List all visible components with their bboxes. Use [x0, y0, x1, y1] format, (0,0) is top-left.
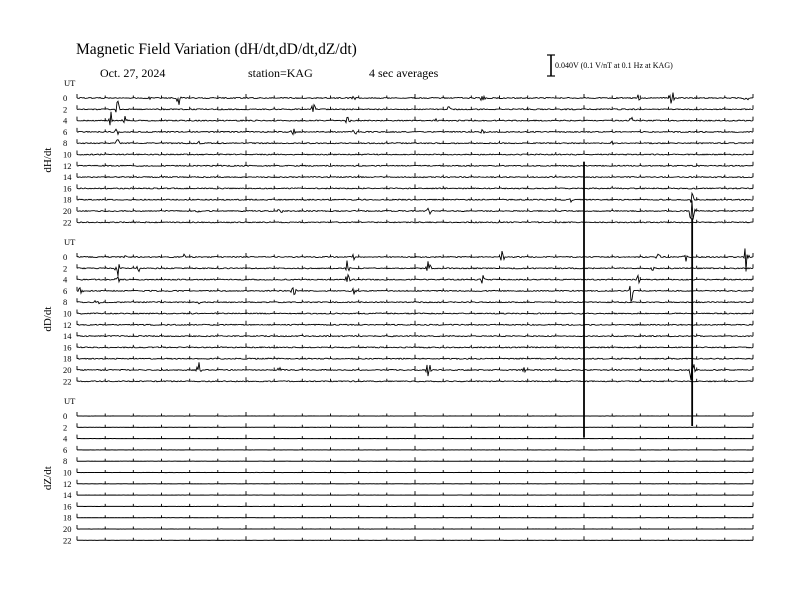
- hour-ticks: [77, 469, 753, 473]
- hour-tick-label: 22: [63, 217, 72, 228]
- hour-ticks: [77, 435, 753, 439]
- ut-label: UT: [64, 78, 76, 88]
- panel: [42, 78, 753, 227]
- hour-ticks: [77, 298, 753, 302]
- hour-tick-label: 10: [63, 308, 72, 319]
- hour-tick-label: 14: [63, 331, 72, 342]
- station-label: station=KAG: [248, 66, 313, 80]
- panel: [42, 396, 753, 545]
- hour-tick-label: 16: [63, 342, 72, 353]
- hour-ticks: [77, 423, 753, 427]
- hour-ticks: [77, 310, 753, 314]
- hour-tick-label: 20: [63, 365, 72, 375]
- ut-label: UT: [64, 396, 76, 406]
- hour-ticks: [77, 525, 753, 529]
- panel-label: dD/dt: [42, 306, 54, 332]
- hour-ticks: [77, 514, 753, 518]
- date-label: Oct. 27, 2024: [100, 66, 166, 80]
- hour-tick-label: 8: [63, 297, 68, 308]
- hour-ticks: [77, 162, 753, 166]
- hour-ticks: [77, 536, 753, 540]
- hour-ticks: [77, 117, 753, 121]
- hour-tick-label: 2: [63, 422, 68, 433]
- hour-tick-label: 0: [63, 252, 68, 262]
- hour-ticks: [77, 287, 753, 291]
- hour-ticks: [77, 218, 753, 222]
- panel-label: dH/dt: [42, 147, 54, 173]
- hour-tick-label: 20: [63, 206, 72, 216]
- hour-tick-label: 4: [63, 274, 68, 285]
- hour-tick-label: 22: [63, 376, 72, 387]
- hour-tick-label: 16: [63, 501, 72, 512]
- hour-tick-label: 18: [63, 353, 72, 364]
- panel-label: dZ/dt: [42, 466, 54, 491]
- hour-tick-label: 6: [63, 126, 68, 137]
- hour-tick-label: 18: [63, 512, 72, 523]
- hour-tick-label: 6: [63, 285, 68, 296]
- panel: [42, 237, 753, 386]
- scale-note: 0.040V (0.1 V/nT at 0.1 Hz at KAG): [555, 61, 673, 70]
- hour-tick-label: 8: [63, 138, 68, 149]
- hour-tick-label: 14: [63, 490, 72, 501]
- hour-ticks: [77, 446, 753, 450]
- hour-ticks: [77, 196, 753, 200]
- hour-ticks: [77, 105, 753, 109]
- hour-tick-label: 12: [63, 319, 72, 330]
- hour-ticks: [77, 480, 753, 484]
- chart-panels: [42, 78, 753, 545]
- hour-tick-label: 8: [63, 456, 68, 467]
- hour-ticks: [77, 173, 753, 177]
- hour-tick-label: 0: [63, 411, 68, 421]
- hour-tick-label: 4: [63, 115, 68, 126]
- hour-tick-label: 10: [63, 149, 72, 160]
- averages-label: 4 sec averages: [369, 66, 439, 80]
- hour-ticks: [77, 457, 753, 461]
- hour-tick-label: 2: [63, 104, 68, 115]
- scale-bar-icon: [547, 55, 555, 76]
- hour-ticks: [77, 502, 753, 506]
- hour-tick-label: 20: [63, 524, 72, 534]
- hour-tick-label: 18: [63, 194, 72, 205]
- ut-label: UT: [64, 237, 76, 247]
- hour-tick-label: 10: [63, 467, 72, 478]
- hour-ticks: [77, 184, 753, 188]
- hour-ticks: [77, 412, 753, 416]
- hour-tick-label: 4: [63, 433, 68, 444]
- hour-ticks: [77, 491, 753, 495]
- hour-tick-label: 0: [63, 93, 68, 103]
- chart-title: Magnetic Field Variation (dH/dt,dD/dt,dZ/dt): [76, 41, 357, 58]
- hour-tick-label: 12: [63, 160, 72, 171]
- hour-tick-label: 16: [63, 183, 72, 194]
- hour-tick-label: 12: [63, 478, 72, 489]
- hour-tick-label: 2: [63, 263, 68, 274]
- hour-tick-label: 22: [63, 535, 72, 546]
- hour-tick-label: 14: [63, 172, 72, 183]
- hour-tick-label: 6: [63, 444, 68, 455]
